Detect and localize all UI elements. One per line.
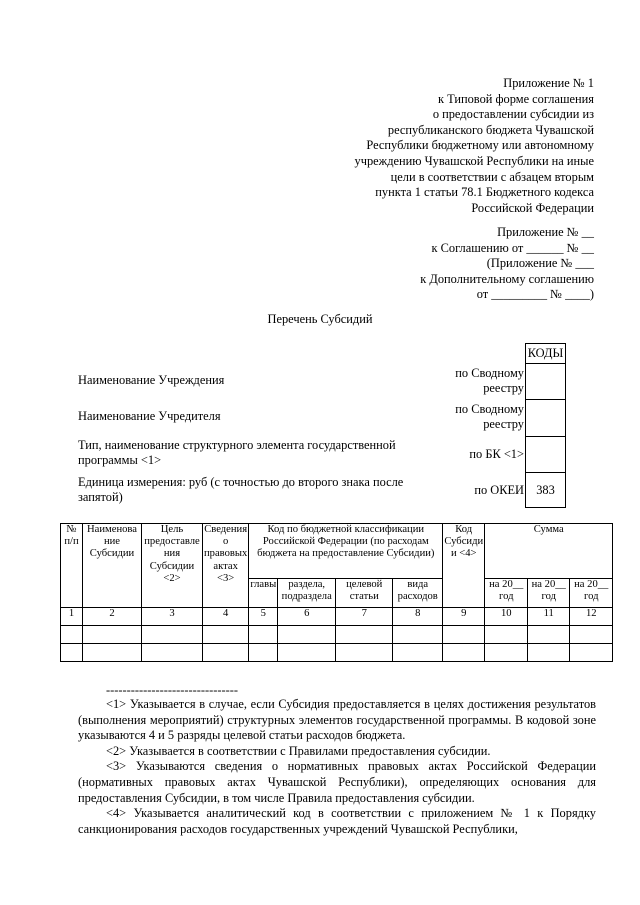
institution-code-cell [525, 363, 566, 400]
appendix-line: к Типовой форме соглашения [437, 91, 594, 106]
institution-label: Наименование Учреждения [78, 373, 225, 387]
unit-code-value: 383 [536, 483, 555, 497]
appendix-line: учреждению Чувашской Республики на иные [354, 153, 594, 168]
appendix-header [355, 76, 594, 216]
column-number: 9 [443, 608, 485, 626]
column-number: 10 [485, 608, 528, 626]
column-number: 6 [278, 608, 336, 626]
header-year-2: на 20__ год [528, 579, 570, 608]
column-number: 8 [393, 608, 443, 626]
header-name: Наименова ние Субсидии [83, 524, 142, 608]
header-section: раздела, подраздела [278, 579, 336, 608]
agreement-reference [420, 225, 594, 303]
appendix-line: о предоставлении субсидии из [432, 107, 594, 122]
column-number: 3 [142, 608, 203, 626]
appendix-line: Приложение № 1 [503, 76, 594, 90]
institution-code-label: по Сводному реестру [455, 366, 524, 395]
appendix-line: Российской Федерации [471, 200, 594, 215]
founder-code-cell [525, 399, 566, 437]
agreement-line: Приложение № __ [497, 225, 594, 239]
header-year-3: на 20__ год [570, 579, 613, 608]
table-row [61, 626, 613, 644]
appendix-line: республиканского бюджета Чувашской [387, 122, 594, 137]
footnotes [78, 697, 596, 837]
column-number: 12 [570, 608, 613, 626]
agreement-line: от _________ № ____) [476, 287, 594, 302]
footnote-separator: -------------------------------- [106, 683, 239, 697]
header-type: вида расходов [393, 579, 443, 608]
program-code-label: по БК <1> [469, 447, 524, 461]
header-legal-acts: Сведения о правовых актах <3> [203, 524, 249, 608]
founder-label: Наименование Учредителя [78, 409, 221, 423]
header-chapter: главы [249, 579, 278, 608]
appendix-line: цели в соответствии с абзацем вторым [390, 169, 594, 184]
unit-label-line: Единица измерения: руб (с точностью до второго знака после [78, 475, 404, 489]
header-sum: Сумма [485, 524, 613, 579]
agreement-line: к Дополнительному соглашению [420, 271, 594, 286]
appendix-line: пункта 1 статьи 78.1 Бюджетного кодекса [375, 185, 594, 200]
column-number: 2 [83, 608, 142, 626]
program-label-line: Тип, наименование структурного элемента государственной [78, 438, 396, 452]
column-numbers-row [61, 608, 613, 626]
table-row [61, 644, 613, 662]
page-title: Перечень Субсидий [267, 312, 373, 326]
header-subsidy-code: Код Субсиди и <4> [443, 524, 485, 608]
agreement-line: (Приложение № ___ [486, 256, 594, 271]
header-num: № п/п [61, 524, 83, 608]
column-number: 4 [203, 608, 249, 626]
appendix-line: Республики бюджетному или автономному [366, 138, 594, 153]
column-number: 5 [249, 608, 278, 626]
unit-label [78, 475, 403, 505]
program-label [78, 438, 396, 468]
agreement-line: к Соглашению от ______ № __ [431, 240, 594, 255]
subsidies-table [60, 523, 613, 662]
unit-code-cell [525, 472, 566, 508]
footnote-2: <2> Указывается в соответствии с Правилами предоставления субсидии. [106, 743, 491, 758]
unit-label-line: запятой) [78, 490, 123, 504]
footnote-4: <4> Указывается аналитический код в соответствии с приложением № 1 к Порядку санкционирования расходов государственных учреждений Чувашской Республики, [78, 806, 596, 836]
unit-code-label: по ОКЕИ [474, 483, 524, 497]
header-kbk: Код по бюджетной классификации Российской Федерации (по расходам бюджета на предоставление Субсидии) [249, 524, 443, 579]
column-number: 11 [528, 608, 570, 626]
header-target: целевой статьи [336, 579, 393, 608]
column-number: 1 [61, 608, 83, 626]
footnote-3: <3> Указываются сведения о нормативных правовых актах Российской Федерации (нормативных правовых актах Чувашской Республики), определяющих основания для предоставления Субсидии, в том числе Правила предоставления субсидии. [78, 759, 596, 805]
header-goal: Цель предоставле ния Субсидии <2> [142, 524, 203, 608]
header-year-1: на 20__ год [485, 579, 528, 608]
program-label-line: программы <1> [78, 453, 162, 467]
footnote-1: <1> Указывается в случае, если Субсидия предоставляется в целях достижения результатов (выполнения мероприятий) структурных элементов государственной программы. В кодовой зоне указываются 4 и 5 разряды целевой статьи расходов бюджета. [78, 697, 596, 743]
column-number: 7 [336, 608, 393, 626]
codes-header: КОДЫ [525, 343, 566, 363]
founder-code-label: по Сводному реестру [455, 402, 524, 431]
program-code-cell [525, 436, 566, 473]
